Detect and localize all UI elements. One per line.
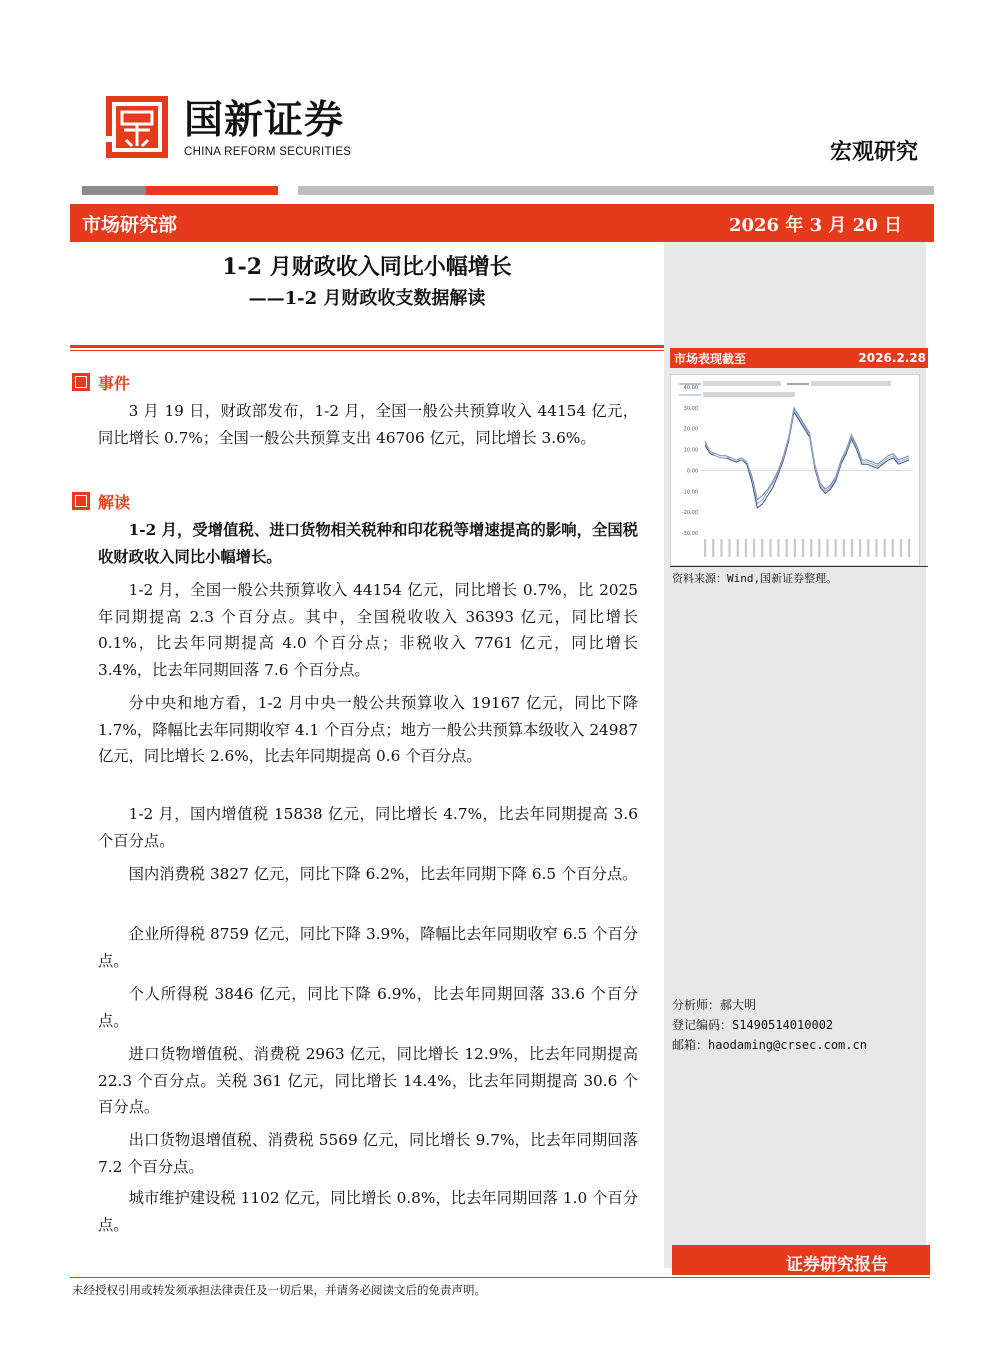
chart-source: 资料来源：Wind,国新证券整理。 (672, 572, 838, 585)
x-tick-mark (875, 539, 877, 557)
x-tick-mark (720, 539, 722, 557)
y-tick-label: 40.00 (683, 385, 698, 391)
x-tick-mark (810, 539, 812, 557)
section-event-heading (72, 371, 130, 393)
title-rule (70, 345, 664, 351)
analysis-lead: 1-2 月，受增值税、进口货物相关税种和印花税等增速提高的影响，全国税收财政收入同比小幅增长。 (98, 521, 638, 566)
chart-series-line (705, 410, 909, 504)
x-tick-mark (802, 539, 804, 557)
x-tick-mark (884, 539, 886, 557)
x-tick-mark (704, 539, 706, 557)
chart-series-line (705, 408, 909, 500)
sub-title: ——1-2 月财政收支数据解读 (248, 288, 486, 309)
y-tick-label: -30.00 (681, 531, 698, 537)
x-tick-mark (769, 539, 771, 557)
report-category-label: 证券研究报告 (786, 1255, 888, 1275)
analyst-email[interactable]: 邮箱：haodaming@crsec.com.cn (672, 1038, 867, 1052)
x-tick-mark (818, 539, 820, 557)
title-block (70, 252, 664, 314)
x-tick-mark (900, 539, 902, 557)
header-divider-red (146, 186, 278, 195)
x-tick-mark (908, 539, 910, 557)
section-event-label: 事件 (98, 373, 131, 393)
y-tick-label: 20.00 (683, 426, 698, 433)
analysis-paragraph: 分中央和地方看，1-2 月中央一般公共预算收入 19167 亿元，同比下降 1.7%，降幅比去年同期收窄 4.1 个百分点；地方一般公共预算本级收入 24987 亿元，同比增长 2.6%，比去年同期提高 0.6 个百分点。 (98, 694, 638, 765)
x-tick-mark (794, 539, 796, 557)
x-tick-mark (777, 539, 779, 557)
analysis-paragraph: 企业所得税 8759 亿元，同比下降 3.9%，降幅比去年同期收窄 6.5 个百分点。 (98, 925, 638, 970)
header-divider-light (298, 186, 934, 195)
report-date: 2026 年 3 月 20 日 (728, 215, 902, 236)
disclaimer: 未经授权引用或转发须承担法律责任及一切后果，并请务必阅读文后的免责声明。 (72, 1283, 486, 1297)
x-tick-mark (851, 539, 853, 557)
y-tick-label: -10.00 (681, 489, 698, 496)
analyst-registration: 登记编码：S1490514010002 (672, 1018, 834, 1032)
chart-legend (679, 381, 891, 397)
report-type: 宏观研究 (829, 139, 918, 165)
market-performance-date: 2026.2.28 (858, 351, 926, 365)
header-divider-gray (82, 186, 146, 195)
brand-name: 国新证券 (184, 98, 345, 143)
analysis-paragraph: 1-2 月，全国一般公共预算收入 44154 亿元，同比增长 0.7%，比 2025 年同期提高 2.3 个百分点。其中，全国税收收入 36393 亿元，同比增长 0.1%，比去年同期提高 4.0 个百分点；非税收入 7761 亿元，同比增长 3.4%，比去年同期回落 7.6 个百分点。 (98, 581, 638, 679)
analysis-paragraph: 进口货物增值税、消费税 2963 亿元，同比增长 12.9%，比去年同期提高 22.3 个百分点。关税 361 亿元，同比增长 14.4%，比去年同期提高 30.6 个百分点。 (98, 1045, 638, 1116)
x-tick-mark (867, 539, 869, 557)
x-tick-mark (843, 539, 845, 557)
x-tick-mark (753, 539, 755, 557)
event-paragraph: 3 月 19 日，财政部发布，1-2 月，全国一般公共预算收入 44154 亿元，同比增长 0.7%；全国一般公共预算支出 46706 亿元，同比增长 3.6%。 (98, 402, 638, 447)
analyst-name: 分析师：郝大明 (672, 998, 757, 1012)
logo-emblem-icon (106, 96, 168, 158)
analysis-paragraph: 国内消费税 3827 亿元，同比下降 6.2%，比去年同期下降 6.5 个百分点。 (128, 865, 638, 883)
analysis-paragraph: 个人所得税 3846 亿元，同比下降 6.9%，比去年同期回落 33.6 个百分点。 (98, 985, 638, 1030)
x-tick-mark (737, 539, 739, 557)
x-tick-mark (728, 539, 730, 557)
section-analysis-label: 解读 (98, 492, 131, 512)
main-title: 1-2 月财政收入同比小幅增长 (222, 254, 512, 280)
x-tick-mark (826, 539, 828, 557)
x-tick-mark (786, 539, 788, 557)
y-tick-label: 0.00 (686, 468, 698, 475)
y-tick-label: -20.00 (681, 510, 698, 517)
analysis-paragraph: 城市维护建设税 1102 亿元，同比增长 0.8%，比去年同期回落 1.0 个百分点。 (98, 1189, 638, 1234)
x-tick-mark (761, 539, 763, 557)
logo-mark (106, 96, 168, 158)
footer-rule (70, 1277, 930, 1278)
section-bullet-icon (72, 492, 90, 510)
analysis-paragraph: 1-2 月，国内增值税 15838 亿元，同比增长 4.7%，比去年同期提高 3.6 个百分点。 (98, 805, 638, 850)
analysis-paragraph: 出口货物退增值税、消费税 5569 亿元，同比增长 9.7%，比去年同期回落 7.2 个百分点。 (98, 1131, 638, 1176)
chart-rule (670, 566, 928, 567)
market-chart-svg (671, 375, 919, 565)
x-tick-mark (745, 539, 747, 557)
brand-name-english: CHINA REFORM SECURITIES (184, 146, 352, 158)
section-analysis-heading (72, 490, 130, 512)
x-tick-mark (892, 539, 894, 557)
market-performance-label: 市场表现截至 (674, 352, 747, 366)
x-tick-mark (712, 539, 714, 557)
y-tick-label: 10.00 (683, 447, 698, 454)
market-chart (670, 374, 920, 566)
x-tick-mark (859, 539, 861, 557)
department-name: 市场研究部 (82, 214, 178, 236)
y-tick-label: 30.00 (683, 405, 698, 412)
x-tick-mark (835, 539, 837, 557)
section-bullet-icon (72, 373, 90, 391)
